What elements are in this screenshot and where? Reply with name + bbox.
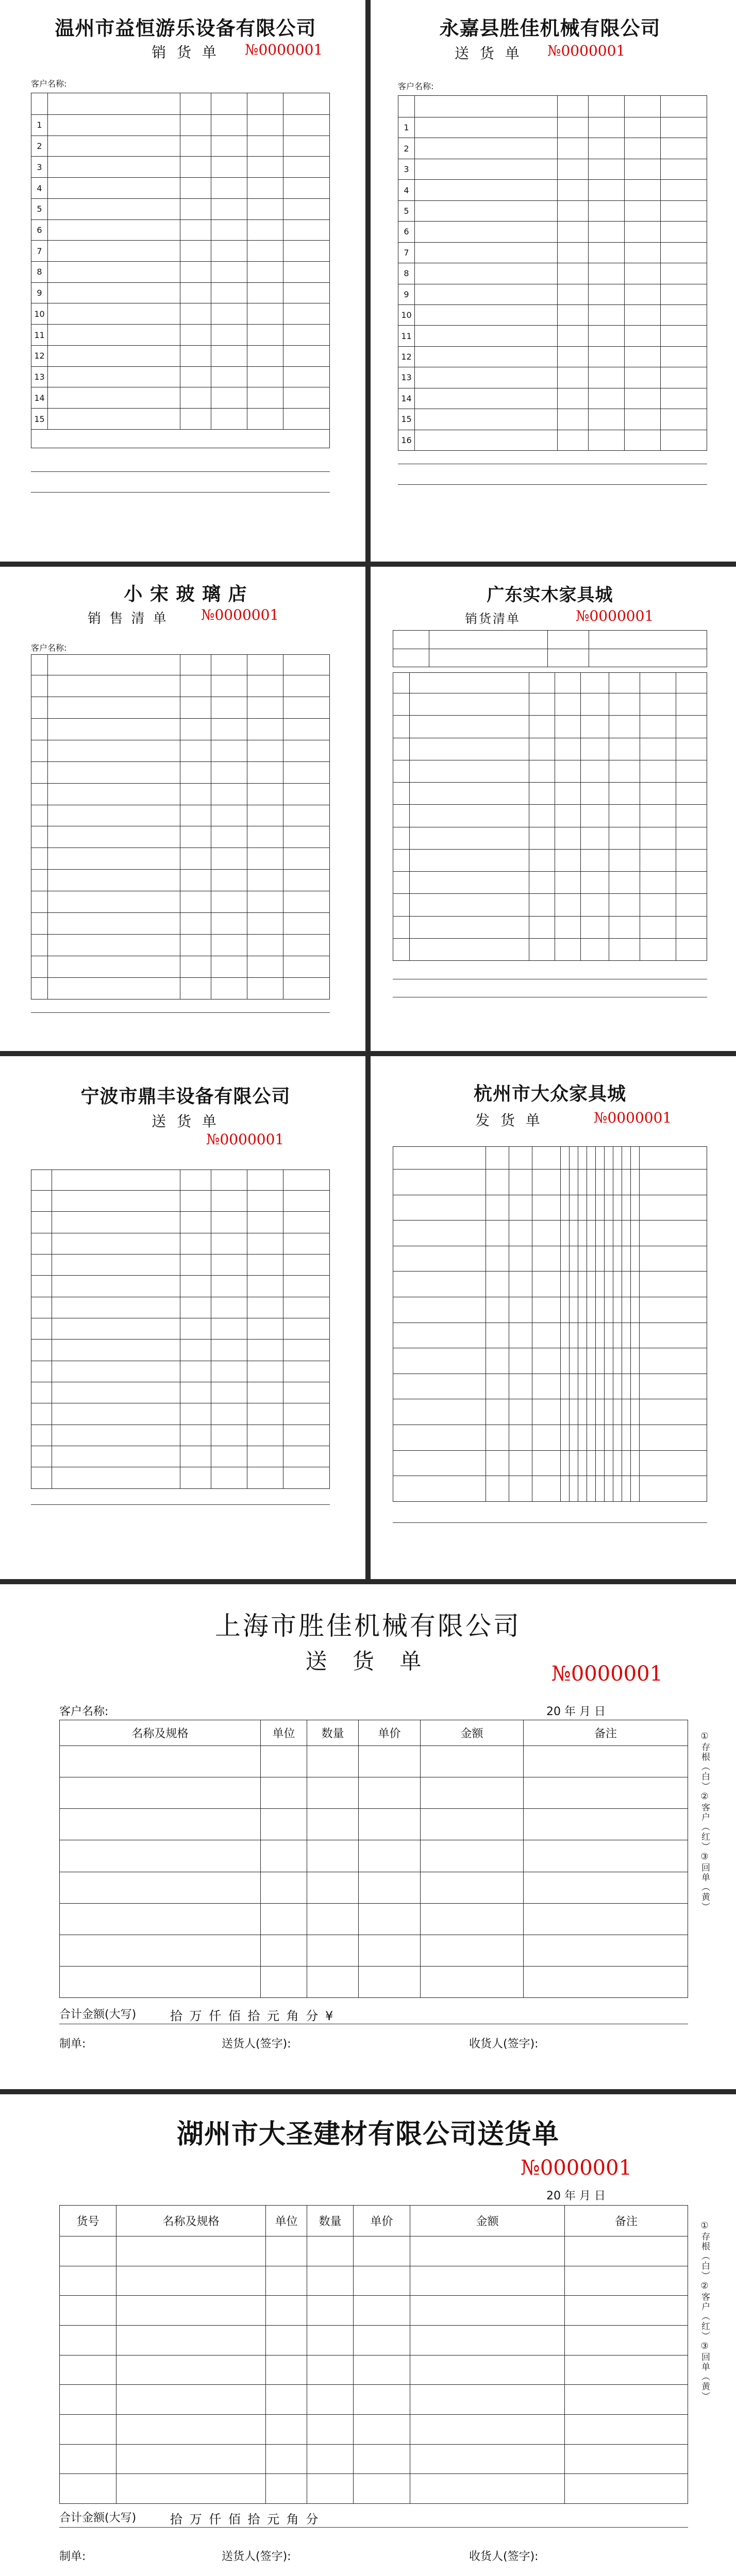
- form-title: 杭州市大众家具城: [473, 1083, 626, 1105]
- form-sales-list: [372, 569, 728, 1048]
- copy-note: ①存根（白）②客户（红）③回单（黄）: [699, 1731, 710, 1912]
- form-title: 广东实木家具城: [487, 585, 613, 605]
- form-title: 小 宋 玻 璃 店: [124, 583, 247, 605]
- receiver-label: 收货人(签字):: [469, 2550, 539, 2563]
- divider: [0, 2089, 736, 2094]
- form-title: 温州市益恒游乐设备有限公司: [55, 16, 316, 40]
- sender-label: 送货人(签字):: [222, 2038, 291, 2050]
- items-table: [393, 1146, 707, 1502]
- total-label: 合计金额(大写): [59, 2008, 137, 2021]
- total-units: 拾 万 仟 佰 拾 元 角 分 ¥: [170, 2009, 335, 2023]
- serial-number: №0000001: [521, 2156, 632, 2180]
- serial-number: №0000001: [547, 42, 626, 59]
- form-delivery-note-large: [5, 1587, 731, 2087]
- form-sales-list: [10, 569, 361, 1048]
- serial-number: №0000001: [206, 1131, 285, 1148]
- customer-label: 客户名称:: [31, 643, 67, 653]
- form-title: 永嘉县胜佳机械有限公司: [439, 16, 661, 40]
- customer-label: 客户名称:: [59, 1705, 109, 1718]
- form-dispatch-note: [372, 1059, 728, 1577]
- form-subtitle: 销 售 清 单: [88, 611, 169, 626]
- serial-number: №0000001: [245, 41, 323, 58]
- maker-label: 制单:: [59, 2550, 86, 2563]
- form-title: 上海市胜佳机械有限公司: [215, 1611, 521, 1641]
- items-table: 1 2 3 4 5 6 7 8 9 10 11 12 13 14 15 16: [398, 95, 707, 451]
- items-table: [31, 654, 330, 999]
- items-table: 1 2 3 4 5 6 7 8 9 10 11 12 13 14 15: [31, 93, 330, 448]
- form-sales-slip: [10, 5, 361, 559]
- receiver-label: 收货人(签字):: [469, 2038, 539, 2050]
- form-subtitle: 销 货 单: [152, 44, 220, 61]
- form-delivery-note: [10, 1059, 361, 1577]
- items-table: [31, 1170, 330, 1489]
- date-label: 20 年 月 日: [546, 2190, 606, 2202]
- form-title: 湖州市大圣建材有限公司送货单: [176, 2119, 559, 2150]
- form-title: 宁波市鼎丰设备有限公司: [80, 1086, 291, 1107]
- copy-note: ①存根（白）②客户（红）③回单（黄）: [699, 2221, 710, 2401]
- form-delivery-note-large: [5, 2097, 731, 2573]
- sender-label: 送货人(签字):: [222, 2550, 291, 2563]
- total-label: 合计金额(大写): [59, 2512, 137, 2524]
- date-label: 20 年 月 日: [546, 1705, 606, 1718]
- maker-label: 制单:: [59, 2038, 86, 2050]
- items-table: 货号 名称及规格 单位 数量 单价 金额 备注: [59, 2205, 688, 2504]
- customer-label: 客户名称:: [31, 79, 67, 89]
- serial-number: №0000001: [594, 1109, 672, 1126]
- serial-number: №0000001: [201, 606, 279, 623]
- header-table: [393, 630, 707, 667]
- form-subtitle: 送 货 单: [305, 1649, 431, 1674]
- serial-number: №0000001: [551, 1662, 663, 1686]
- form-subtitle: 送 货 单: [152, 1113, 220, 1130]
- divider: [0, 1579, 736, 1584]
- form-delivery-note: [372, 5, 728, 559]
- items-table: [393, 672, 707, 961]
- serial-number: №0000001: [576, 607, 654, 624]
- form-subtitle: 送 货 单: [455, 45, 523, 62]
- form-subtitle: 发 货 单: [475, 1112, 543, 1129]
- customer-label: 客户名称:: [398, 81, 434, 91]
- total-units: 拾 万 仟 佰 拾 元 角 分: [170, 2512, 320, 2527]
- form-subtitle: 销货清单: [465, 612, 521, 626]
- divider: [365, 0, 371, 1579]
- items-table: 名称及规格 单位 数量 单价 金额 备注: [59, 1720, 688, 1998]
